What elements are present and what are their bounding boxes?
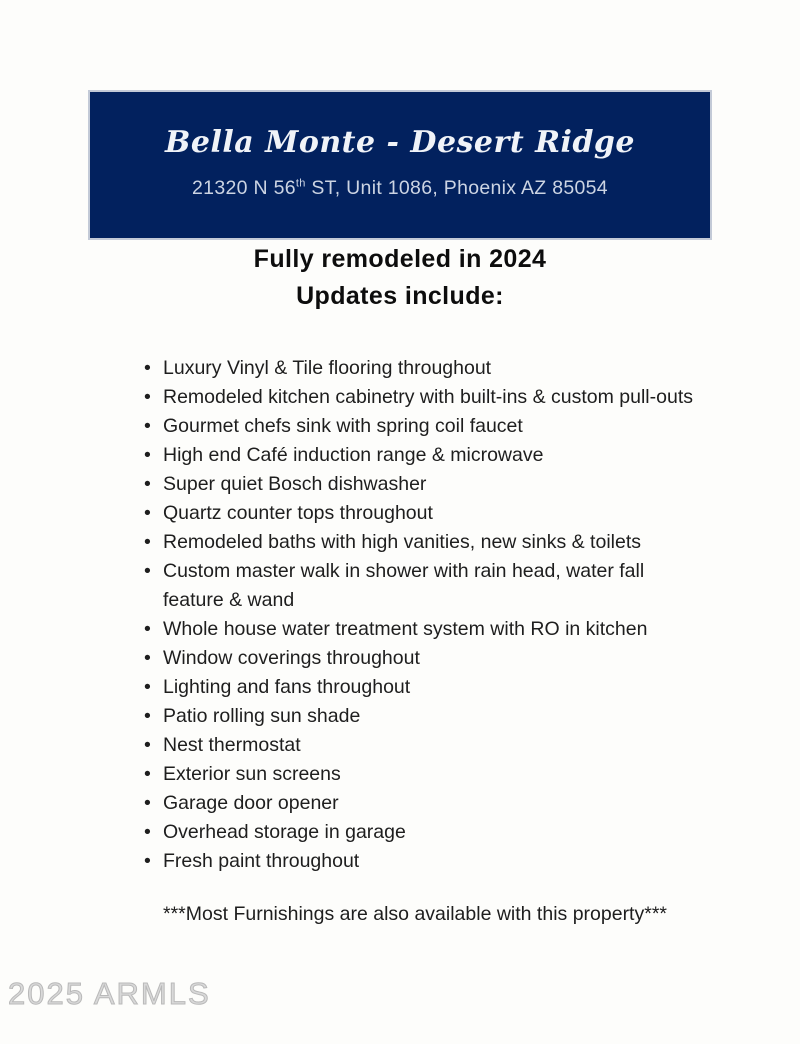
property-title: Bella Monte - Desert Ridge bbox=[165, 125, 635, 160]
furnishings-note: ***Most Furnishings are also available with this property*** bbox=[163, 903, 667, 925]
feature-item: • Overhead storage in garage bbox=[143, 818, 698, 847]
features-list bbox=[143, 354, 698, 876]
feature-item: • Custom master walk in shower with rain head, water fall feature & wand bbox=[143, 557, 698, 615]
section-heading bbox=[0, 241, 800, 314]
feature-item: • Window coverings throughout bbox=[143, 644, 698, 673]
address-suffix: ST, Unit 1086, Phoenix AZ 85054 bbox=[305, 177, 608, 199]
heading-line-2: Updates include: bbox=[296, 281, 504, 310]
feature-item: • Super quiet Bosch dishwasher bbox=[143, 470, 698, 499]
heading-line-1: Fully remodeled in 2024 bbox=[253, 245, 547, 273]
armls-watermark: 2025 ARMLS bbox=[8, 976, 211, 1011]
feature-item: • High end Café induction range & microwave bbox=[143, 441, 698, 470]
property-header-banner bbox=[88, 90, 712, 240]
feature-item: • Gourmet chefs sink with spring coil faucet bbox=[143, 412, 698, 441]
feature-item: • Remodeled baths with high vanities, new sinks & toilets bbox=[143, 528, 698, 557]
feature-item: • Quartz counter tops throughout bbox=[143, 499, 698, 528]
feature-item: • Fresh paint throughout bbox=[143, 847, 698, 876]
feature-item: • Whole house water treatment system with RO in kitchen bbox=[143, 615, 698, 644]
feature-item: • Exterior sun screens bbox=[143, 760, 698, 789]
feature-item: • Patio rolling sun shade bbox=[143, 702, 698, 731]
feature-item: • Lighting and fans throughout bbox=[143, 673, 698, 702]
address-prefix: 21320 N 56 bbox=[192, 177, 296, 199]
feature-item: • Garage door opener bbox=[143, 789, 698, 818]
feature-item: • Remodeled kitchen cabinetry with built-ins & custom pull-outs bbox=[143, 383, 698, 412]
address-ordinal-superscript: th bbox=[295, 177, 306, 190]
feature-item: • Nest thermostat bbox=[143, 731, 698, 760]
feature-item: • Luxury Vinyl & Tile flooring throughout bbox=[143, 354, 698, 383]
property-address bbox=[90, 177, 710, 200]
